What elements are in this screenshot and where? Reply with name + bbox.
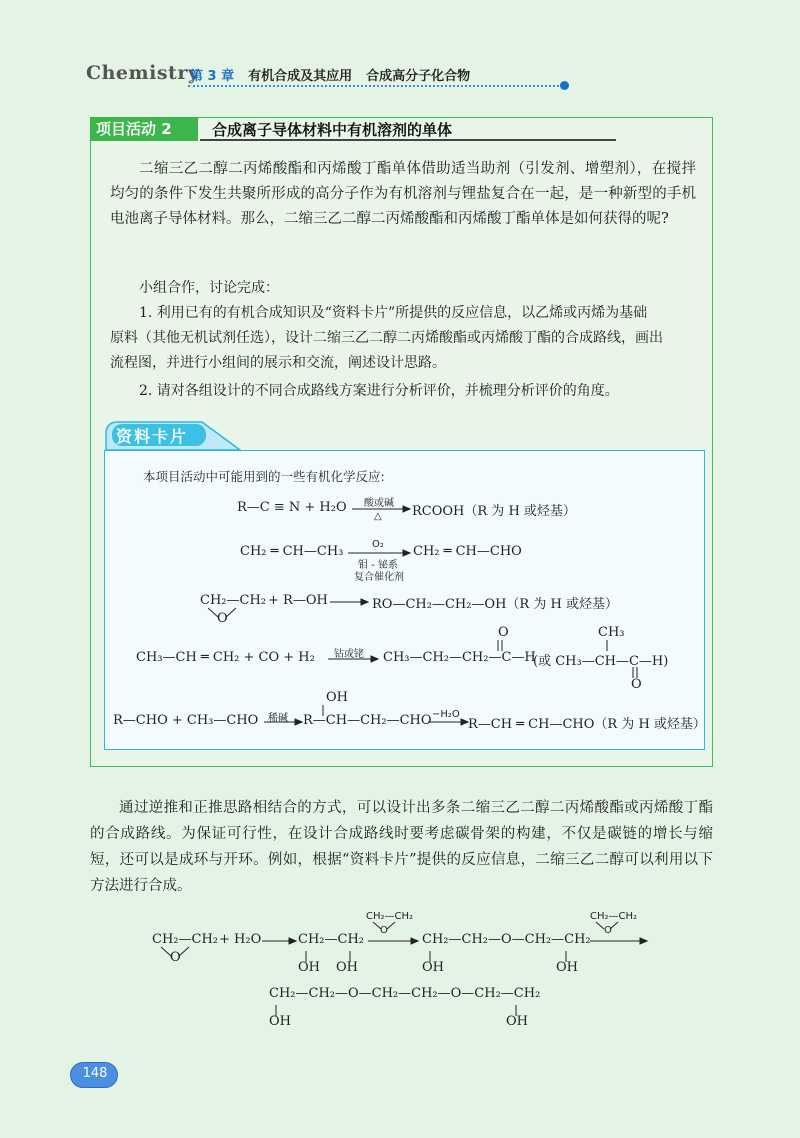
scheme-oh-5: OH	[269, 1014, 291, 1029]
r5-condition-1: 稀碱	[268, 713, 288, 724]
chapter-title: 有机合成及其应用	[248, 69, 353, 84]
r2-condition-bottom-2: 复合催化剂	[354, 572, 404, 583]
scheme-epoxide-small-2: CH₂—CH₂	[590, 911, 638, 922]
task-1-line-3: 流程图，并进行小组间的展示和交流，阐述设计思路。	[110, 355, 446, 371]
scheme-diglycol: CH₂—CH₂—O—CH₂—CH₂	[422, 932, 591, 947]
r1-condition-top: 酸或碱	[364, 498, 394, 509]
r2-condition-top: O₂	[372, 539, 384, 550]
r3-product: RO—CH₂—CH₂—OH（R 为 H 或烃基）	[372, 597, 618, 612]
r5-hydroxyl: OH	[326, 690, 348, 705]
scheme-oh-3: OH	[422, 960, 444, 975]
scheme-epoxide: CH₂—CH₂	[152, 932, 218, 947]
r2-condition-bottom-1: 钼 - 铋系	[358, 560, 398, 571]
scheme-glycol: CH₂—CH₂	[298, 932, 364, 947]
r4-product: CH₃—CH₂—CH₂—C—H	[383, 650, 536, 665]
section-title: 合成高分子化合物	[366, 69, 471, 84]
r1-product: RCOOH（R 为 H 或烃基）	[412, 504, 576, 519]
scheme-triglycol: CH₂—CH₂—O—CH₂—CH₂—O—CH₂—CH₂	[269, 986, 541, 1001]
scheme-oh-2: OH	[336, 960, 358, 975]
task-1-line-2: 原料（其他无机试剂任选），设计二缩三乙二醇二丙烯酸酯或丙烯酸丁酯的合成路线，画出	[110, 330, 663, 346]
r5-reactants: R—CHO + CH₃—CHO	[113, 713, 259, 728]
activity-title: 合成离子导体材料中有机溶剂的单体	[212, 121, 453, 139]
scheme-ring-oxygen: O	[170, 950, 181, 965]
task-1-line-1: 1. 利用已有的有机合成知识及“资料卡片”所提供的反应信息，以乙烯或丙烯为基础	[139, 305, 648, 321]
r4-methyl: CH₃	[598, 625, 625, 640]
page-number: 148	[82, 1066, 108, 1081]
body-paragraph: 通过逆推和正推思路相结合的方式，可以设计出多条二缩三乙二醇二丙烯酸酯或丙烯酸丁酯的合成路线。为保证可行性，在设计合成路线时要考虑碳骨架的构建，不仅是碳链的增长与缩短，还可以是成环与开环。例如，根据“资料卡片”提供的反应信息，二缩三乙二醇可以利用以下方法进行合成。	[90, 800, 713, 894]
chapter-number: 第 3 章	[190, 69, 235, 84]
scheme-ring-oxygen-small-1: O	[380, 925, 388, 936]
scheme-water: + H₂O	[219, 932, 262, 947]
r4-carbonyl-o: O	[498, 625, 509, 640]
r2-reactant: CH₂ ═ CH—CH₃	[240, 544, 344, 559]
scheme-ring-oxygen-small-2: O	[604, 925, 612, 936]
scheme-oh-1: OH	[298, 960, 320, 975]
data-card-label: 资料卡片	[116, 427, 189, 446]
scheme-oh-4: OH	[556, 960, 578, 975]
r5-condition-2: −H₂O	[432, 709, 460, 720]
r3-ring-oxygen: O	[217, 611, 228, 626]
r4-alt-carbonyl-o: O	[631, 677, 642, 692]
r3-reagent: + R—OH	[268, 593, 328, 608]
scheme-oh-6: OH	[506, 1014, 528, 1029]
r4-alt-product: (或 CH₃—CH—C—H)	[533, 654, 669, 669]
r1-condition-bottom: △	[374, 511, 382, 522]
r5-product: R—CH ═ CH—CHO（R 为 H 或烃基）	[468, 717, 706, 732]
card-intro: 本项目活动中可能用到的一些有机化学反应:	[143, 469, 385, 484]
activity-tag: 项目活动 2	[90, 117, 198, 141]
page-number-badge	[70, 1062, 118, 1088]
r4-catalyst: 钴或铑	[334, 649, 364, 660]
r1-reactants: R—C ≡ N + H₂O	[237, 500, 347, 515]
r4-reactants: CH₃—CH ═ CH₂ + CO + H₂	[136, 650, 315, 665]
scheme-epoxide-small-1: CH₂—CH₂	[366, 911, 414, 922]
book-brand: Chemistry	[86, 62, 200, 84]
r3-epoxide: CH₂—CH₂	[200, 593, 266, 608]
r5-intermediate: R—CH—CH₂—CHO	[303, 713, 432, 728]
task-2: 2. 请对各组设计的不同合成路线方案进行分析评价，并梳理分析评价的角度。	[139, 383, 619, 399]
group-intro: 小组合作，讨论完成：	[139, 280, 279, 296]
activity-intro: 二缩三乙二醇二丙烯酸酯和丙烯酸丁酯单体借助适当助剂（引发剂、增塑剂），在搅拌均匀的条件下发生共聚所形成的高分子作为有机溶剂与锂盐复合在一起，是一种新型的手机电池离子导体材料。那么，二缩三乙二醇二丙烯酸酯和丙烯酸丁酯单体是如何获得的呢?	[110, 161, 696, 227]
r2-product: CH₂ ═ CH—CHO	[413, 544, 522, 559]
